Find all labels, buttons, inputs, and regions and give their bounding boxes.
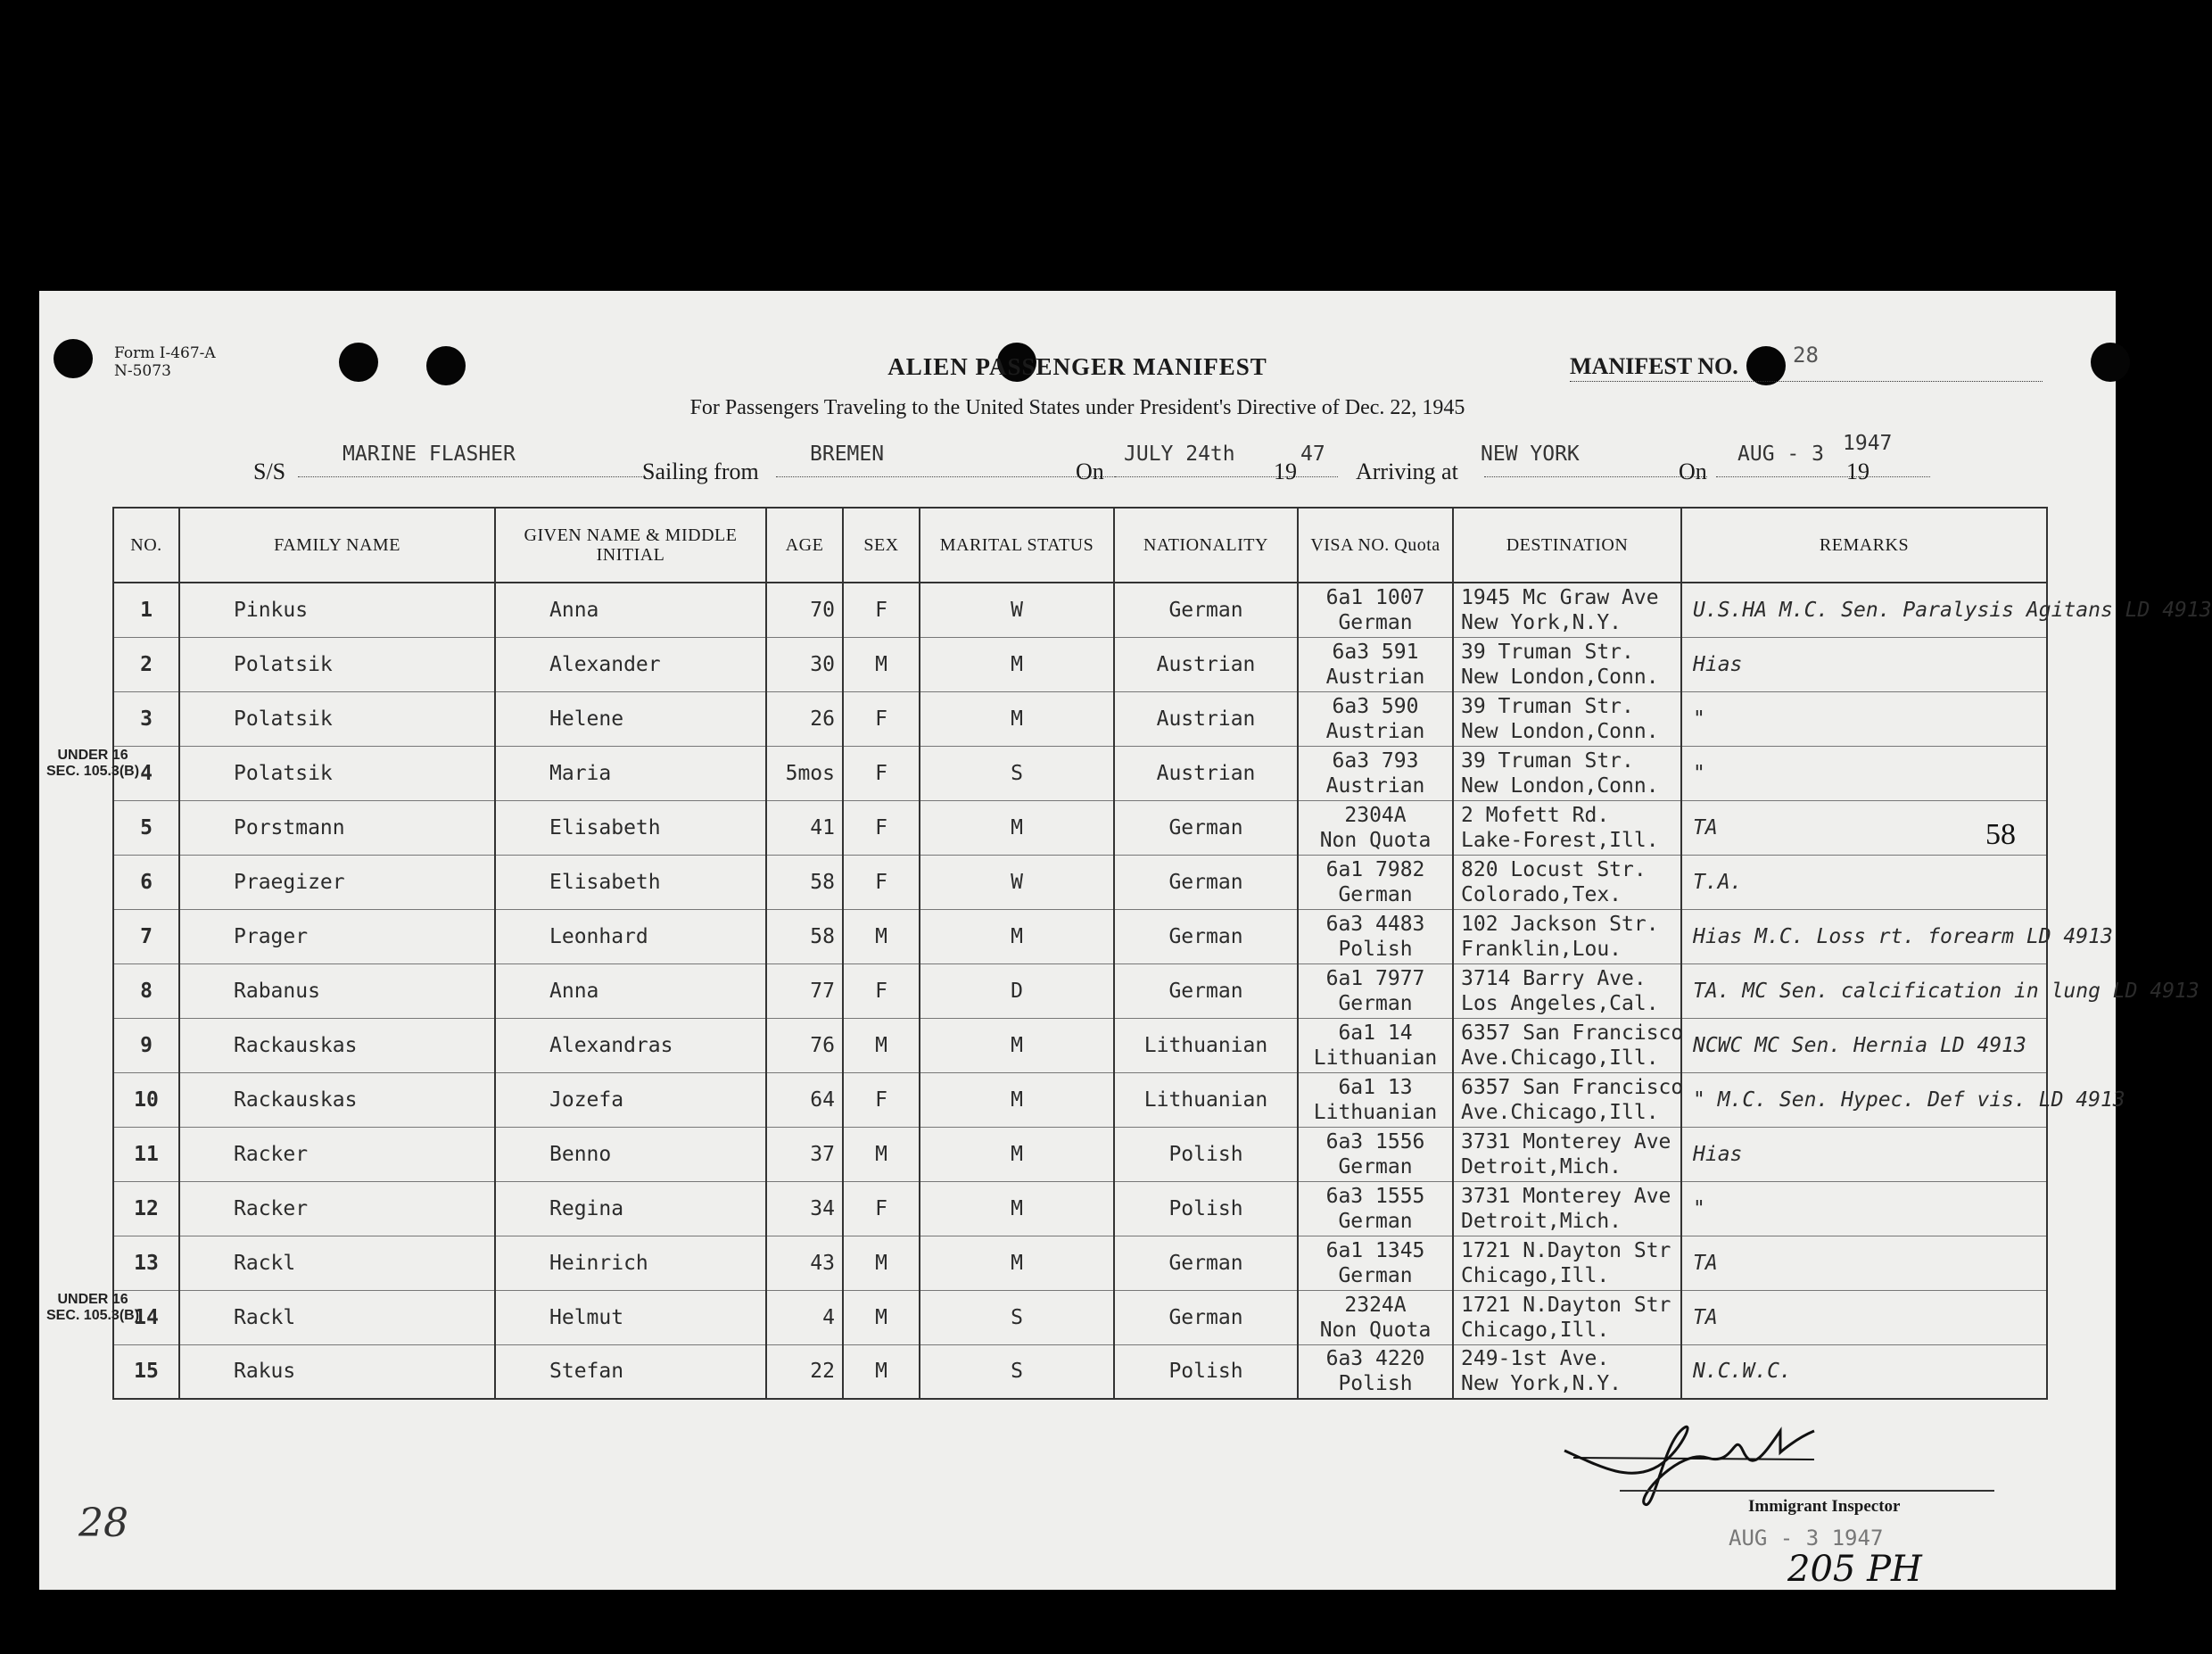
- sex: F: [843, 963, 920, 1018]
- row-number: 4: [113, 746, 179, 800]
- table-row: [113, 1127, 2047, 1181]
- nationality: Austrian: [1114, 746, 1298, 800]
- marital-status: M: [920, 1127, 1114, 1181]
- destination-cell: [1453, 583, 1681, 637]
- visa-number: 6a3 1556: [1325, 1129, 1425, 1154]
- row-number: 10: [113, 1072, 179, 1127]
- remarks: TA: [1681, 1236, 2047, 1290]
- destination-city: New York,N.Y.: [1461, 610, 1622, 634]
- destination-cell: [1453, 1018, 1684, 1072]
- under-16-label: UNDER 16: [57, 748, 128, 763]
- family-name: Pinkus: [179, 583, 495, 637]
- table-row: [113, 637, 2047, 691]
- visa-cell: [1298, 1236, 1453, 1290]
- col-nationality: NATIONALITY: [1114, 508, 1298, 583]
- sex: M: [843, 909, 920, 963]
- destination-street: 2 Mofett Rd.: [1461, 803, 1610, 827]
- row-number: 2: [113, 637, 179, 691]
- destination-city: New London,Conn.: [1461, 773, 1659, 798]
- visa-quota: Polish: [1338, 937, 1413, 961]
- destination-street: 249-1st Ave.: [1461, 1347, 1610, 1371]
- given-name: Regina: [495, 1181, 766, 1236]
- under-16-label: UNDER 16: [57, 1292, 128, 1307]
- destination-street: 1721 N.Dayton Str: [1461, 1238, 1671, 1262]
- visa-number: 6a3 793: [1332, 748, 1419, 773]
- visa-number: 6a3 1555: [1325, 1184, 1425, 1208]
- visa-number: 2304A: [1344, 803, 1407, 827]
- visa-quota: German: [1338, 1263, 1413, 1287]
- destination-street: 39 Truman Str.: [1461, 748, 1634, 773]
- sex: F: [843, 1072, 920, 1127]
- remarks: TA: [1681, 800, 2047, 855]
- inspector-signature-line: [1620, 1490, 1994, 1492]
- destination-city: New London,Conn.: [1461, 665, 1659, 689]
- family-name: Polatsik: [179, 637, 495, 691]
- sex: F: [843, 583, 920, 637]
- sex: M: [843, 1290, 920, 1344]
- remarks: ": [1681, 1181, 2047, 1236]
- nationality: German: [1114, 800, 1298, 855]
- sail-date: JULY 24th: [1124, 442, 1235, 466]
- row-number: 1: [113, 583, 179, 637]
- visa-quota: Non Quota: [1319, 1318, 1432, 1342]
- visa-quota: German: [1338, 882, 1413, 906]
- table-row: [113, 1290, 2047, 1344]
- document-subtitle: For Passengers Traveling to the United States under President's Directive of Dec. 22, 1945: [689, 396, 1465, 419]
- age: 70: [766, 583, 843, 637]
- col-no: NO.: [113, 508, 179, 583]
- nationality: Lithuanian: [1114, 1018, 1298, 1072]
- destination-street: 102 Jackson Str.: [1461, 912, 1659, 936]
- remarks: TA: [1681, 1290, 2047, 1344]
- sex: M: [843, 1236, 920, 1290]
- arrive-date: AUG - 3: [1737, 442, 1824, 466]
- document-title: ALIEN PASSENGER MANIFEST: [887, 353, 1267, 380]
- table-row: [113, 1018, 2047, 1072]
- visa-quota: Non Quota: [1319, 828, 1432, 852]
- row-number: 15: [113, 1344, 179, 1399]
- visa-number: 6a1 14: [1338, 1021, 1413, 1045]
- age: 4: [766, 1290, 843, 1344]
- manifest-sheet: [39, 291, 2212, 1590]
- destination-street: 1721 N.Dayton Str: [1461, 1293, 1671, 1317]
- nationality: Lithuanian: [1114, 1072, 1298, 1127]
- nationality: Polish: [1114, 1344, 1298, 1399]
- destination-cell: [1453, 1344, 1681, 1399]
- col-family-name: FAMILY NAME: [179, 508, 495, 583]
- sex: M: [843, 1344, 920, 1399]
- age: 76: [766, 1018, 843, 1072]
- age: 43: [766, 1236, 843, 1290]
- given-name: Helmut: [495, 1290, 766, 1344]
- age: 58: [766, 855, 843, 909]
- age: 58: [766, 909, 843, 963]
- destination-cell: [1453, 1127, 1681, 1181]
- nationality: Austrian: [1114, 637, 1298, 691]
- family-name: Prager: [179, 909, 495, 963]
- visa-cell: [1298, 1181, 1453, 1236]
- nationality: Polish: [1114, 1127, 1298, 1181]
- visa-quota: German: [1338, 610, 1413, 634]
- form-sub-line: N-5073: [114, 362, 171, 380]
- visa-number: 6a1 1345: [1325, 1238, 1425, 1262]
- destination-city: New York,N.Y.: [1461, 1372, 1622, 1396]
- age: 77: [766, 963, 843, 1018]
- sex: F: [843, 855, 920, 909]
- nationality: German: [1114, 583, 1298, 637]
- row-number: 8: [113, 963, 179, 1018]
- age: 34: [766, 1181, 843, 1236]
- destination-cell: [1453, 637, 1681, 691]
- visa-quota: German: [1338, 1154, 1413, 1178]
- table-row: [113, 1236, 2047, 1290]
- family-name: Polatsik: [179, 746, 495, 800]
- destination-city: Ave.Chicago,Ill.: [1461, 1046, 1659, 1070]
- table-row: [113, 1072, 2047, 1127]
- remarks: U.S.HA M.C. Sen. Paralysis Agitans LD 4913: [1681, 583, 2047, 637]
- row-number: 6: [113, 855, 179, 909]
- nationality: German: [1114, 963, 1298, 1018]
- age: 64: [766, 1072, 843, 1127]
- visa-number: 6a3 591: [1332, 640, 1419, 664]
- given-name: Alexander: [495, 637, 766, 691]
- destination-street: 39 Truman Str.: [1461, 694, 1634, 718]
- voyage-line: [39, 432, 2116, 487]
- visa-cell: [1298, 1018, 1453, 1072]
- col-given-name: GIVEN NAME & MIDDLE INITIAL: [495, 508, 766, 583]
- table-row: [113, 746, 2047, 800]
- destination-city: Detroit,Mich.: [1461, 1209, 1622, 1233]
- manifest-number-label: MANIFEST NO.: [1570, 353, 1738, 379]
- visa-cell: [1298, 1072, 1453, 1127]
- remarks: ": [1681, 691, 2047, 746]
- marital-status: M: [920, 637, 1114, 691]
- sailing-label: Sailing from: [642, 459, 759, 484]
- visa-quota: Austrian: [1325, 665, 1425, 689]
- remarks: Hias M.C. Loss rt. forearm LD 4913: [1681, 909, 2047, 963]
- destination-cell: [1453, 1236, 1681, 1290]
- sex: M: [843, 637, 920, 691]
- row-number: 3: [113, 691, 179, 746]
- col-sex: SEX: [843, 508, 920, 583]
- handwritten-code: 205 PH: [1787, 1549, 1922, 1590]
- nationality: Polish: [1114, 1181, 1298, 1236]
- col-age: AGE: [766, 508, 843, 583]
- visa-quota: Lithuanian: [1313, 1100, 1438, 1124]
- family-name: Rackl: [179, 1290, 495, 1344]
- destination-city: Chicago,Ill.: [1461, 1263, 1610, 1287]
- arrive-year-prefix: 19: [1846, 459, 1869, 484]
- table-row: [113, 800, 2047, 855]
- nationality: German: [1114, 855, 1298, 909]
- given-name: Elisabeth: [495, 800, 766, 855]
- age: 41: [766, 800, 843, 855]
- visa-cell: [1298, 800, 1453, 855]
- visa-quota: Austrian: [1325, 773, 1425, 798]
- destination-cell: [1453, 1290, 1681, 1344]
- given-name: Elisabeth: [495, 855, 766, 909]
- destination-cell: [1453, 800, 1681, 855]
- destination-cell: [1453, 1181, 1681, 1236]
- table-row: [113, 855, 2047, 909]
- sex: F: [843, 691, 920, 746]
- visa-number: 6a3 4220: [1325, 1347, 1425, 1371]
- table-row: [113, 963, 2047, 1018]
- marital-status: M: [920, 909, 1114, 963]
- destination-cell: [1453, 691, 1681, 746]
- marital-status: S: [920, 1344, 1114, 1399]
- family-name: Racker: [179, 1127, 495, 1181]
- destination-cell: [1453, 746, 1681, 800]
- given-name: Maria: [495, 746, 766, 800]
- remarks: T.A.: [1681, 855, 2047, 909]
- destination-city: Chicago,Ill.: [1461, 1318, 1610, 1342]
- sail-year: 47: [1300, 442, 1325, 466]
- passenger-table: [112, 507, 2212, 1400]
- visa-cell: [1298, 909, 1453, 963]
- nationality: German: [1114, 1236, 1298, 1290]
- destination-city: Ave.Chicago,Ill.: [1461, 1100, 1659, 1124]
- destination-city: Franklin,Lou.: [1461, 937, 1622, 961]
- family-name: Rackl: [179, 1236, 495, 1290]
- nationality: German: [1114, 909, 1298, 963]
- arrive-year: 1947: [1843, 432, 1893, 455]
- marital-status: W: [920, 855, 1114, 909]
- arriving-label: Arriving at: [1356, 459, 1458, 484]
- row-number: 7: [113, 909, 179, 963]
- sex: F: [843, 746, 920, 800]
- table-row: [113, 691, 2047, 746]
- given-name: Anna: [495, 583, 766, 637]
- age: 22: [766, 1344, 843, 1399]
- row-number: 11: [113, 1127, 179, 1181]
- destination-city: New London,Conn.: [1461, 719, 1659, 743]
- col-destination: DESTINATION: [1453, 508, 1681, 583]
- manifest-number-field: [1570, 343, 2043, 382]
- sail-on-label: On: [1076, 459, 1104, 484]
- sec-ref-label: SEC. 105.3(B): [46, 1308, 140, 1323]
- table-header-row: [113, 508, 2047, 583]
- sex: F: [843, 800, 920, 855]
- visa-cell: [1298, 1290, 1453, 1344]
- given-name: Anna: [495, 963, 766, 1018]
- destination-city: Los Angeles,Cal.: [1461, 991, 1659, 1015]
- row-number: 14: [113, 1290, 179, 1344]
- visa-number: 6a3 590: [1332, 694, 1419, 718]
- visa-cell: [1298, 963, 1453, 1018]
- family-name: Racker: [179, 1181, 495, 1236]
- visa-cell: [1298, 1127, 1453, 1181]
- visa-quota: German: [1338, 1209, 1413, 1233]
- destination-street: 3731 Monterey Ave: [1461, 1184, 1671, 1208]
- destination-city: Colorado,Tex.: [1461, 882, 1622, 906]
- visa-number: 6a1 7982: [1325, 857, 1425, 881]
- age: 26: [766, 691, 843, 746]
- destination-cell: [1453, 963, 1681, 1018]
- arrive-on-label: On: [1679, 459, 1707, 484]
- remarks: " M.C. Sen. Hypec. Def vis. LD 4913: [1681, 1072, 2047, 1127]
- ship-name: MARINE FLASHER: [343, 442, 516, 466]
- remarks: TA. MC Sen. calcification in lung LD 4913: [1681, 963, 2047, 1018]
- visa-quota: Austrian: [1325, 719, 1425, 743]
- row-number: 9: [113, 1018, 179, 1072]
- table-row: [113, 1181, 2047, 1236]
- visa-cell: [1298, 637, 1453, 691]
- marital-status: M: [920, 800, 1114, 855]
- table-row: [113, 1344, 2047, 1399]
- marital-status: M: [920, 691, 1114, 746]
- destination-street: 3714 Barry Ave.: [1461, 966, 1647, 990]
- given-name: Stefan: [495, 1344, 766, 1399]
- destination-street: 39 Truman Str.: [1461, 640, 1634, 664]
- marital-status: S: [920, 746, 1114, 800]
- visa-cell: [1298, 583, 1453, 637]
- visa-quota: Polish: [1338, 1372, 1413, 1396]
- given-name: Helene: [495, 691, 766, 746]
- form-number-line: Form I-467-A: [114, 344, 216, 362]
- row-number: 5: [113, 800, 179, 855]
- age: 5mos: [766, 746, 843, 800]
- visa-number: 6a3 4483: [1325, 912, 1425, 936]
- ship-label: S/S: [253, 459, 286, 484]
- marital-status: W: [920, 583, 1114, 637]
- destination-cell: [1453, 1072, 1684, 1127]
- remarks: Hias: [1681, 1127, 2047, 1181]
- visa-quota: Lithuanian: [1313, 1046, 1438, 1070]
- arrival-stamp: AUG - 3 1947: [1729, 1526, 1884, 1551]
- given-name: Leonhard: [495, 909, 766, 963]
- table-row: [113, 583, 2047, 637]
- visa-quota: German: [1338, 991, 1413, 1015]
- nationality: German: [1114, 1290, 1298, 1344]
- marital-status: M: [920, 1236, 1114, 1290]
- destination-street: 820 Locust Str.: [1461, 857, 1647, 881]
- family-name: Rackauskas: [179, 1018, 495, 1072]
- visa-number: 6a1 13: [1338, 1075, 1413, 1099]
- remarks: Hias: [1681, 637, 2047, 691]
- visa-cell: [1298, 855, 1453, 909]
- remarks: ": [1681, 746, 2047, 800]
- given-name: Alexandras: [495, 1018, 766, 1072]
- destination-street: 6357 San Francisco: [1461, 1075, 1684, 1099]
- age: 37: [766, 1127, 843, 1181]
- marital-status: M: [920, 1181, 1114, 1236]
- destination-street: 6357 San Francisco: [1461, 1021, 1684, 1045]
- table-row: [113, 909, 2047, 963]
- manifest-number-value: 28: [1793, 343, 1819, 368]
- sail-year-prefix: 19: [1274, 459, 1297, 484]
- marital-status: M: [920, 1018, 1114, 1072]
- port-from: BREMEN: [810, 442, 885, 466]
- destination-city: Lake-Forest,Ill.: [1461, 828, 1659, 852]
- remarks: NCWC MC Sen. Hernia LD 4913: [1681, 1018, 2047, 1072]
- visa-cell: [1298, 1344, 1453, 1399]
- col-visa: VISA NO. Quota: [1298, 508, 1453, 583]
- row-number: 13: [113, 1236, 179, 1290]
- visa-number: 6a1 7977: [1325, 966, 1425, 990]
- given-name: Benno: [495, 1127, 766, 1181]
- under-16-note: [46, 1292, 139, 1324]
- col-remarks: REMARKS: [1681, 508, 2047, 583]
- sec-ref-label: SEC. 105.3(B): [46, 764, 140, 779]
- family-name: Porstmann: [179, 800, 495, 855]
- visa-cell: [1298, 746, 1453, 800]
- sex: F: [843, 1181, 920, 1236]
- marital-status: S: [920, 1290, 1114, 1344]
- inspector-label: Immigrant Inspector: [1748, 1497, 1901, 1516]
- age: 30: [766, 637, 843, 691]
- row-number: 12: [113, 1181, 179, 1236]
- destination-street: 1945 Mc Graw Ave: [1461, 585, 1659, 609]
- family-name: Praegizer: [179, 855, 495, 909]
- family-name: Rakus: [179, 1344, 495, 1399]
- family-name: Rabanus: [179, 963, 495, 1018]
- family-name: Rackauskas: [179, 1072, 495, 1127]
- port-to: NEW YORK: [1481, 442, 1580, 466]
- marital-status: M: [920, 1072, 1114, 1127]
- under-16-note: [46, 748, 139, 780]
- family-name: Polatsik: [179, 691, 495, 746]
- col-marital-status: MARITAL STATUS: [920, 508, 1114, 583]
- visa-number: 6a1 1007: [1325, 585, 1425, 609]
- visa-cell: [1298, 691, 1453, 746]
- destination-street: 3731 Monterey Ave: [1461, 1129, 1671, 1154]
- nationality: Austrian: [1114, 691, 1298, 746]
- given-name: Jozefa: [495, 1072, 766, 1127]
- sex: M: [843, 1127, 920, 1181]
- tally-note: 58: [1985, 818, 2016, 851]
- given-name: Heinrich: [495, 1236, 766, 1290]
- remarks: N.C.W.C.: [1681, 1344, 2047, 1399]
- marital-status: D: [920, 963, 1114, 1018]
- sex: M: [843, 1018, 920, 1072]
- destination-cell: [1453, 909, 1681, 963]
- visa-number: 2324A: [1344, 1293, 1407, 1317]
- destination-city: Detroit,Mich.: [1461, 1154, 1622, 1178]
- destination-cell: [1453, 855, 1681, 909]
- page-number: 28: [78, 1501, 128, 1546]
